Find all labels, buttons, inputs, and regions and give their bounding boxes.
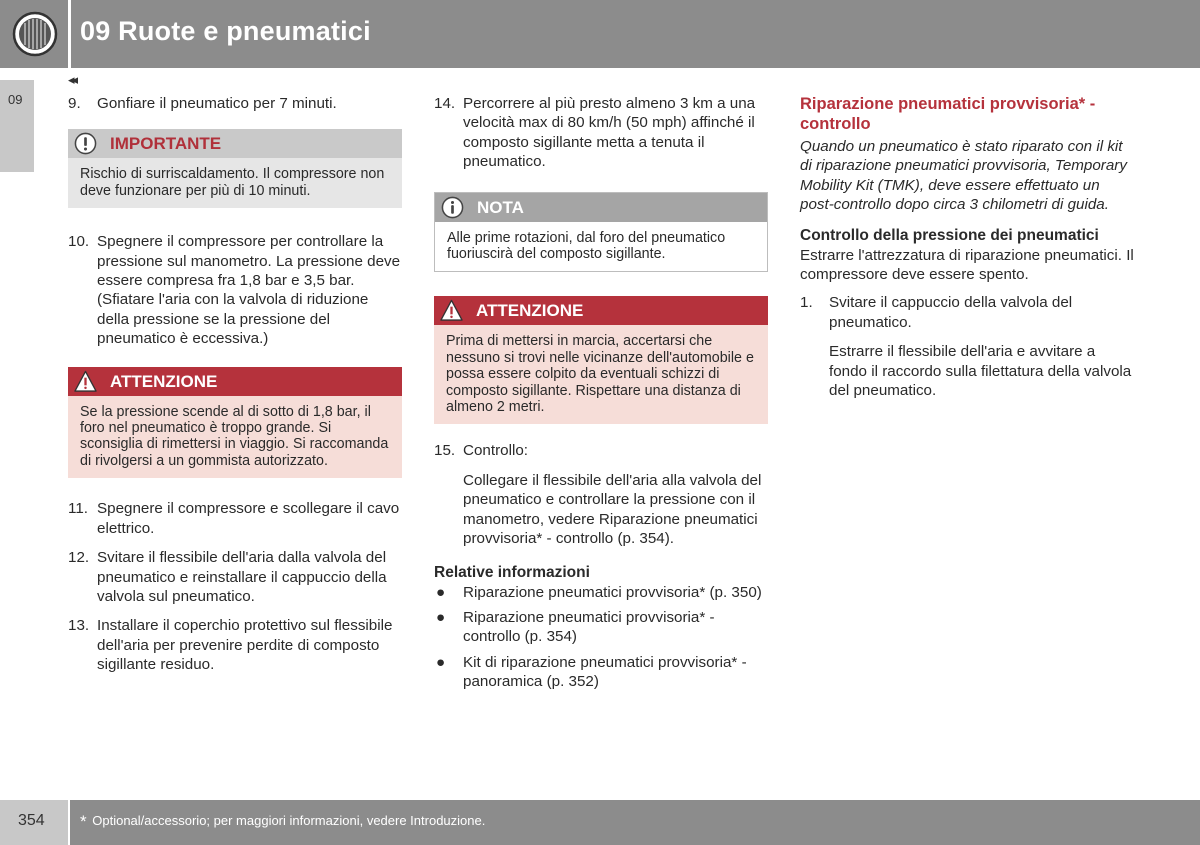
step-text: Svitare il cappuccio della valvola del pneumatico. (829, 294, 1073, 331)
related-link-text[interactable]: Kit di riparazione pneumatici provvisoria* - panoramica (p. 352) (463, 653, 747, 691)
attenzione-title: ATTENZIONE (476, 301, 584, 321)
warning-triangle-icon (440, 299, 463, 322)
importante-header (68, 129, 402, 158)
attenzione-box (68, 367, 402, 479)
subsection-paragraph: Estrarre l'attrezzatura di riparazione pneumatici. Il compressore deve essere spento. (800, 246, 1134, 284)
step-number: 1. (800, 294, 813, 312)
step-1 (800, 293, 1134, 400)
chapter-icon-box (0, 0, 68, 68)
footnote-star: * (80, 812, 87, 831)
page-number: 354 (18, 812, 45, 829)
importante-text: Rischio di surriscaldamento. Il compressore non deve funzionare per più di 10 minuti. (68, 158, 402, 208)
header-divider (68, 0, 71, 68)
step-15 (434, 441, 768, 548)
subsection-title: Controllo della pressione dei pneumatici (800, 226, 1099, 244)
nota-text: Alle prime rotazioni, dal foro del pneumatico fuoriuscirà del composto sigillante. (435, 222, 767, 272)
step-number: 14. (434, 95, 456, 112)
importante-box (68, 129, 402, 208)
importante-title: IMPORTANTE (110, 134, 222, 154)
step-text: Gonfiare il pneumatico per 7 minuti. (97, 95, 337, 112)
related-link[interactable] (434, 653, 768, 692)
step-number: 15. (434, 442, 456, 460)
step-text: Controllo: (463, 442, 528, 460)
info-icon (441, 196, 464, 219)
step-number: 13. (68, 617, 90, 635)
previous-page-arrows-icon[interactable]: ◂◂ (68, 72, 76, 87)
section-intro: Quando un pneumatico è stato riparato con il kit di riparazione pneumatici provvisoria, Temporary Mobility Kit (TMK), deve essere effettuato un post-controllo dopo circa 3 chilometri di guida. (800, 138, 1127, 214)
step-text: Spegnere il compressore per controllare la pressione sul manometro. La pressione deve essere compresa fra 1,8 bar e 3,5 bar. (Sfiatare l'aria con la valvola di riduzione della pressione se la pressione del pneumatico è eccessiva.) (97, 233, 401, 348)
footnote-text: Optional/accessorio; per maggiori informazioni, vedere Introduzione. (92, 813, 486, 828)
attenzione-box (434, 296, 768, 424)
chapter-header (0, 0, 1200, 68)
step-number: 12. (68, 549, 90, 567)
step-number: 9. (68, 95, 81, 112)
step-10 (68, 232, 402, 348)
step-text: Spegnere il compressore e scollegare il cavo elettrico. (97, 500, 400, 537)
attenzione-title: ATTENZIONE (110, 371, 218, 391)
column-3 (800, 94, 1134, 410)
step-number: 11. (68, 500, 88, 518)
bullet-dot: ● (436, 653, 446, 671)
nota-header (435, 193, 767, 222)
attenzione-text: Prima di mettersi in marcia, accertarsi che nessuno si trovi nelle vicinanze dell'automobile e possa essere colpito da eventuali schizzi di composto sigillante. Rispettare una distanza di almeno 2 metri. (434, 325, 768, 424)
attenzione-header (434, 296, 768, 325)
footnote (80, 812, 485, 832)
related-link[interactable] (434, 608, 768, 647)
bullet-dot: ● (436, 608, 446, 626)
step-detail: Estrarre il flessibile dell'aria e avvitare a fondo il raccordo sulla filettatura della valvola del pneumatico. (829, 343, 1132, 400)
related-link-text[interactable]: Riparazione pneumatici provvisoria* (p. 350) (463, 583, 762, 601)
nota-box (434, 192, 768, 273)
nota-title: NOTA (477, 197, 524, 217)
column-1 (68, 94, 402, 685)
step-12 (68, 548, 402, 606)
related-link-text[interactable]: Riparazione pneumatici provvisoria* - controllo (p. 354) (463, 608, 715, 646)
step-11 (68, 499, 402, 538)
related-link[interactable] (434, 583, 768, 602)
attenzione-text: Se la pressione scende al di sotto di 1,8 bar, il foro nel pneumatico è troppo grande. Si sconsiglia di rimettersi in viaggio. Si raccomanda di rivolgersi a un gommista autorizzato. (68, 396, 402, 479)
step-number: 10. (68, 233, 90, 251)
step-14 (434, 94, 768, 172)
step-detail: Collegare il flessibile dell'aria alla valvola del pneumatico e controllare la pressione con il manometro, vedere Riparazione pneumatici provvisoria* - controllo (p. 354). (463, 471, 762, 548)
chapter-tab-label: 09 (8, 92, 23, 107)
bullet-dot: ● (436, 583, 446, 601)
attenzione-header (68, 367, 402, 396)
column-2 (434, 94, 768, 698)
exclamation-icon (74, 132, 97, 155)
step-13 (68, 616, 402, 674)
step-text: Svitare il flessibile dell'aria dalla valvola del pneumatico e reinstallare il cappuccio della valvola sul pneumatico. (97, 549, 387, 605)
related-info-heading: Relative informazioni (434, 563, 590, 581)
tire-icon (12, 11, 58, 57)
section-title: Riparazione pneumatici provvisoria* - controllo (800, 95, 1096, 133)
step-text: Installare il coperchio protettivo sul flessibile dell'aria per prevenire perdite di composto sigillante residuo. (97, 617, 393, 674)
chapter-title: 09 Ruote e pneumatici (80, 16, 371, 46)
warning-triangle-icon (74, 370, 97, 393)
step-text: Percorrere al più presto almeno 3 km a una velocità max di 80 km/h (50 mph) affinché il composto sigillante metta a tenuta il pneumatico. (463, 95, 756, 171)
step-9 (68, 94, 402, 113)
